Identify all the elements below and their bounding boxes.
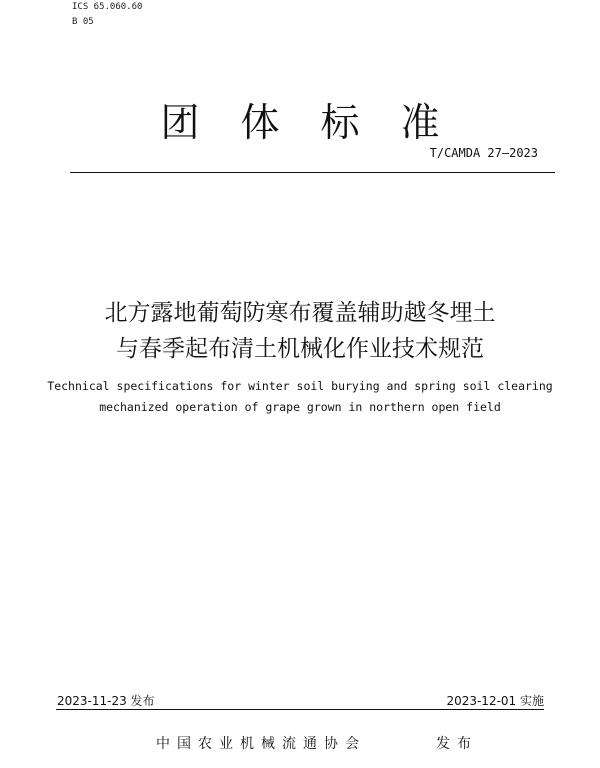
footer-divider — [56, 709, 544, 710]
standard-type-title: 团体标准 — [160, 101, 481, 146]
ics-code: ICS 65.060.60 — [72, 2, 143, 12]
english-title-line-2: mechanized operation of grape grown in northern open field — [99, 400, 501, 414]
release-label: 发布 — [436, 736, 478, 752]
publishing-organization: 中国农业机械流通协会 — [156, 736, 366, 752]
issue-date: 2023-11-23 发布 — [57, 694, 155, 708]
chinese-title-line-1: 北方露地葡萄防寒布覆盖辅助越冬埋土 — [104, 300, 496, 326]
standard-number: T/CAMDA 27—2023 — [429, 146, 538, 160]
english-title-line-1: Technical specifications for winter soil burying and spring soil clearing — [47, 379, 553, 393]
header-divider — [70, 172, 555, 173]
chinese-title-line-2: 与春季起布清土机械化作业技术规范 — [116, 336, 484, 362]
classification-code: B 05 — [72, 17, 94, 27]
implementation-date: 2023-12-01 实施 — [446, 694, 544, 708]
